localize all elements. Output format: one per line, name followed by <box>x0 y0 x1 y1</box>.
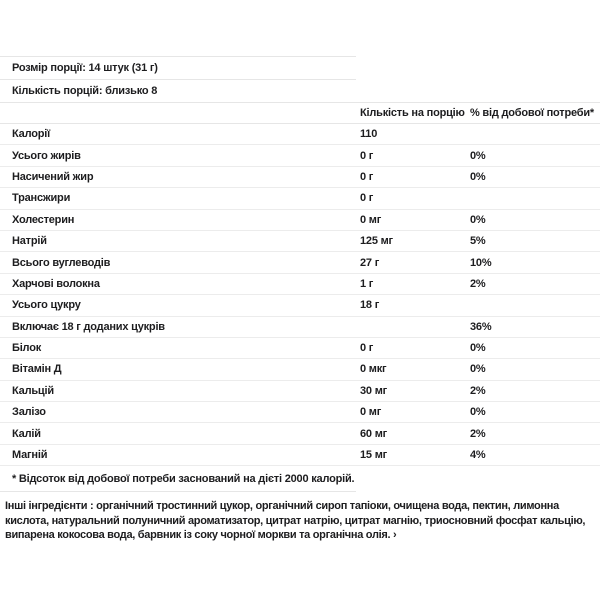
nutrient-dv: 0% <box>470 170 486 183</box>
nutrient-amount: 0 г <box>360 192 374 205</box>
nutrient-amount: 0 мг <box>360 406 382 419</box>
nutrient-dv: 0% <box>470 342 486 355</box>
nutrient-label: Холестерин <box>12 213 75 226</box>
amount-per-serving-header: Кількість на порцію <box>360 107 465 119</box>
row-trans-fat <box>0 188 600 209</box>
nutrient-dv: 0% <box>470 363 486 376</box>
nutrient-label: Всього вуглеводів <box>12 256 111 269</box>
nutrient-amount: 0 мкг <box>360 363 387 376</box>
row-dietary-fiber <box>0 274 600 295</box>
nutrient-amount: 0 г <box>360 342 374 355</box>
table-header-row <box>0 103 600 124</box>
nutrition-table <box>0 102 600 492</box>
nutrient-dv: 0% <box>470 406 486 419</box>
row-total-fat <box>0 145 600 166</box>
nutrient-label: Залізо <box>12 406 46 419</box>
row-magnesium <box>0 445 600 466</box>
nutrient-dv: 2% <box>470 427 486 440</box>
nutrient-label: Магній <box>12 449 48 462</box>
nutrient-label: Усього жирів <box>12 149 81 162</box>
nutrient-label: Насичений жир <box>12 170 94 183</box>
nutrient-dv: 5% <box>470 235 486 248</box>
nutrient-dv: 0% <box>470 149 486 162</box>
nutrient-amount: 30 мг <box>360 384 388 397</box>
row-saturated-fat <box>0 167 600 188</box>
nutrient-label: Натрій <box>12 235 47 248</box>
nutrient-amount: 1 г <box>360 277 374 290</box>
row-cholesterol <box>0 210 600 231</box>
serving-info <box>0 56 356 102</box>
nutrient-label: Калій <box>12 427 41 440</box>
nutrient-amount: 27 г <box>360 256 380 269</box>
row-added-sugars <box>0 317 600 338</box>
other-ingredients-text: Інші інгредієнти : органічний тростинний цукор, органічний сироп тапіоки, очищена вода, пектин, лимонна кислота, натуральний полуничний ароматизатор, цитрат натрію, цитрат магнію, триосновний фосфат кальцію, випарена кокосова вода, барвник із соку чорної моркви та органічна олія. <box>5 500 586 542</box>
row-sodium <box>0 231 600 252</box>
nutrient-label: Харчові волокна <box>12 277 100 290</box>
row-protein <box>0 338 600 359</box>
nutrient-amount: 18 г <box>360 299 380 312</box>
serving-size-row <box>0 56 356 79</box>
nutrient-dv: 4% <box>470 449 486 462</box>
nutrient-label: Білок <box>12 342 42 355</box>
row-calories <box>0 124 600 145</box>
daily-value-footnote-text: * Відсоток від добової потреби заснований на дієті 2000 калорій. <box>12 472 355 485</box>
nutrient-label: Вітамін Д <box>12 363 62 376</box>
daily-value-footnote <box>0 466 600 491</box>
row-iron <box>0 402 600 423</box>
servings-per-container-row <box>0 79 356 102</box>
nutrient-label: Кальцій <box>12 384 54 397</box>
nutrient-amount: 0 г <box>360 149 374 162</box>
nutrient-amount: 125 мг <box>360 235 393 248</box>
row-potassium <box>0 423 600 444</box>
expand-ingredients-chevron[interactable]: › <box>393 529 397 542</box>
row-total-sugars <box>0 295 600 316</box>
servings-per-container-text: Кількість порцій: близько 8 <box>12 85 158 97</box>
nutrient-amount: 60 мг <box>360 427 388 440</box>
serving-size-text: Розмір порції: 14 штук (31 г) <box>12 62 158 74</box>
nutrient-amount: 110 <box>360 128 378 141</box>
row-calcium <box>0 381 600 402</box>
row-total-carbohydrate <box>0 252 600 273</box>
nutrient-dv: 10% <box>470 256 492 269</box>
nutrient-dv: 2% <box>470 277 486 290</box>
footnote-divider <box>0 491 356 492</box>
nutrient-label: Калорії <box>12 128 50 141</box>
nutrient-label: Трансжири <box>12 192 71 205</box>
nutrient-label: Усього цукру <box>12 299 81 312</box>
other-ingredients <box>0 499 600 543</box>
nutrient-dv: 36% <box>470 320 492 333</box>
nutrient-dv: 2% <box>470 384 486 397</box>
row-vitamin-d <box>0 359 600 380</box>
nutrient-amount: 15 мг <box>360 449 388 462</box>
nutrient-dv: 0% <box>470 213 486 226</box>
nutrient-amount: 0 г <box>360 170 374 183</box>
daily-value-header: % від добової потреби* <box>470 107 595 119</box>
nutrient-amount: 0 мг <box>360 213 382 226</box>
nutrient-label: Включає 18 г доданих цукрів <box>12 320 165 333</box>
